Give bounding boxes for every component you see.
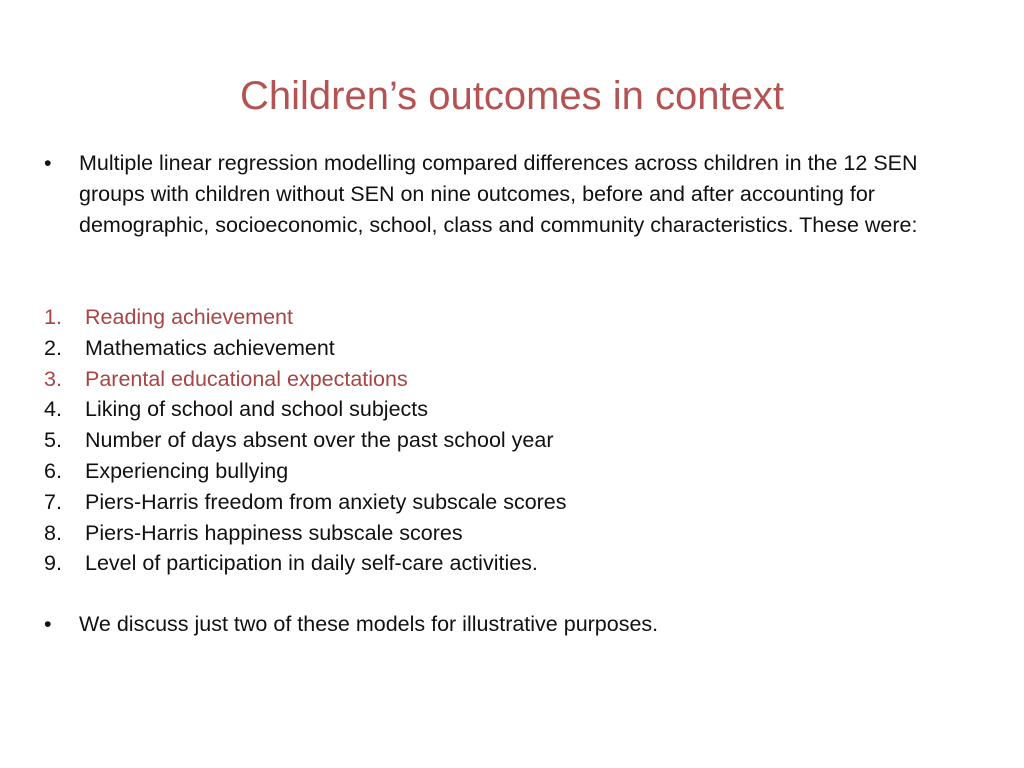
outcome-number: 1.: [44, 305, 62, 329]
outcome-number: 5.: [44, 428, 62, 453]
intro-text: Multiple linear regression modelling compared differences across children in the 12 SEN groups with children without SEN on nine outcomes, before and after accounting for demographic, socioeconomic, school, class and community characteristics. These were:: [79, 151, 918, 237]
outcome-number: 2.: [44, 335, 62, 360]
outcome-item: [44, 302, 924, 333]
outcome-number: 7.: [44, 489, 62, 514]
outcome-item: [44, 456, 924, 487]
outcome-item: [44, 333, 924, 364]
outcome-label: Piers-Harris happiness subscale scores: [85, 520, 463, 545]
outcome-item: [44, 364, 924, 395]
intro-bullet: [44, 148, 924, 240]
outcome-label: Liking of school and school subjects: [85, 397, 429, 422]
outcome-label: Piers-Harris freedom from anxiety subscale scores: [85, 489, 567, 514]
outcome-label: Reading achievement: [85, 305, 293, 329]
outcome-label: Experiencing bullying: [85, 458, 289, 483]
outcome-item: [44, 394, 924, 425]
outro-text: We discuss just two of these models for illustrative purposes.: [79, 612, 659, 636]
outcomes-list: [44, 302, 924, 579]
outcome-number: 9.: [44, 551, 62, 576]
outcome-item: [44, 548, 924, 579]
outcome-item: [44, 518, 924, 549]
outcome-label: Number of days absent over the past school year: [85, 428, 554, 453]
outcome-number: 6.: [44, 458, 62, 483]
outcome-label: Parental educational expectations: [85, 366, 408, 391]
outcome-number: 3.: [44, 366, 62, 391]
outcome-item: [44, 487, 924, 518]
outcome-item: [44, 425, 924, 456]
outcome-number: 8.: [44, 520, 62, 545]
outcome-number: 4.: [44, 397, 62, 422]
outro-bullet: [44, 609, 924, 640]
bullet-dot-icon: •: [44, 612, 52, 636]
outcome-label: Mathematics achievement: [85, 335, 335, 360]
outcome-label: Level of participation in daily self-care activities.: [85, 551, 538, 576]
bullet-dot-icon: •: [44, 151, 52, 175]
slide-title: Children’s outcomes in context: [240, 74, 784, 118]
